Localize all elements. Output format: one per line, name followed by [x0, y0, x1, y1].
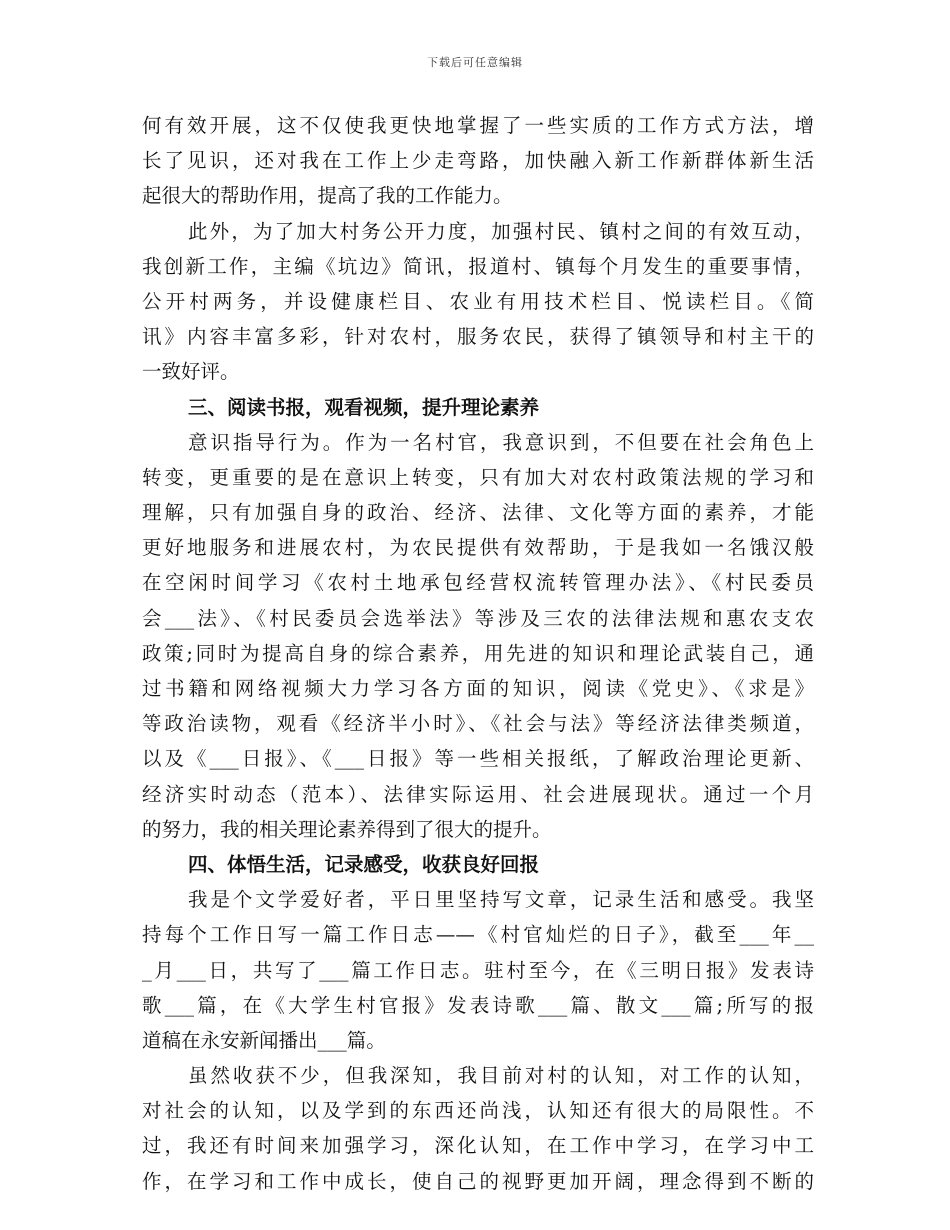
section-heading: 三、阅读书报，观看视频，提升理论素养: [188, 395, 540, 419]
text-line: 持每个工作日写一篇工作日志——《村官灿烂的日子》，截至___年__: [142, 923, 814, 947]
text-line: 一致好评。: [142, 360, 240, 384]
text-line: 在空闲时间学习《农村土地承包经营权流转管理办法》、《村民委员: [142, 571, 814, 595]
text-line: 道稿在永安新闻播出___篇。: [142, 1028, 386, 1052]
text-line: 会___法》、《村民委员会选举法》等涉及三农的法律法规和惠农支农: [142, 606, 814, 630]
text-line: 更好地服务和进展农村，为农民提供有效帮助，于是我如一名饿汉般: [142, 536, 814, 560]
document-body: [142, 108, 814, 1199]
text-line: 等政治读物，观看《经济半小时》、《社会与法》等经济法律类频道，: [142, 712, 814, 736]
text-line: 公开村两务，并设健康栏目、农业有用技术栏目、悦读栏目。《简: [142, 289, 814, 313]
section-heading: 四、体悟生活，记录感受，收获良好回报: [188, 852, 540, 876]
page-header: 下载后可任意编辑: [427, 56, 523, 69]
text-line: 何有效开展，这不仅使我更快地掌握了一些实质的工作方式方法，增: [142, 114, 814, 137]
text-line: 经济实时动态（范本）、法律实际运用、社会进展现状。通过一个月: [142, 782, 814, 806]
text-line: 理解，只有加强自身的政治、经济、法律、文化等方面的素养，才能: [142, 501, 814, 525]
text-line: 作，在学习和工作中成长，使自己的视野更加开阔，理念得到不断的: [142, 1169, 814, 1193]
text-line: 转变，更重要的是在意识上转变，只有加大对农村政策法规的学习和: [142, 465, 814, 489]
text-line: _月___日，共写了___篇工作日志。驻村至今，在《三明日报》发表诗: [142, 958, 814, 982]
text-line: 歌___篇，在《大学生村官报》发表诗歌___篇、散文___篇;所写的报: [142, 993, 814, 1017]
text-line: 以及《___日报》、《___日报》等一些相关报纸，了解政治理论更新、: [142, 747, 814, 771]
text-line: 讯》内容丰富多彩，针对农村，服务农民，获得了镇领导和村主干的: [142, 325, 814, 349]
text-line: 我是个文学爱好者，平日里坚持写文章，记录生活和感受。我坚: [188, 888, 814, 912]
text-line: 过，我还有时间来加强学习，深化认知，在工作中学习，在学习中工: [142, 1134, 814, 1158]
text-line: 政策;同时为提高自身的综合素养，用先进的知识和理论武装自己，通: [142, 641, 814, 665]
text-line: 对社会的认知，以及学到的东西还尚浅，认知还有很大的局限性。不: [142, 1099, 814, 1123]
text-line: 过书籍和网络视频大力学习各方面的知识，阅读《党史》、《求是》: [142, 677, 814, 700]
text-line: 此外，为了加大村务公开力度，加强村民、镇村之间的有效互动，: [188, 219, 814, 243]
text-line: 虽然收获不少，但我深知，我目前对村的认知，对工作的认知，: [188, 1064, 814, 1088]
text-line: 我创新工作，主编《坑边》简讯，报道村、镇每个月发生的重要事情，: [142, 254, 814, 278]
text-line: 起很大的帮助作用，提高了我的工作能力。: [142, 184, 513, 208]
text-line: 意识指导行为。作为一名村官，我意识到，不但要在社会角色上: [188, 430, 814, 454]
text-line: 的努力，我的相关理论素养得到了很大的提升。: [142, 817, 552, 841]
text-line: 长了见识，还对我在工作上少走弯路，加快融入新工作新群体新生活: [142, 149, 814, 173]
